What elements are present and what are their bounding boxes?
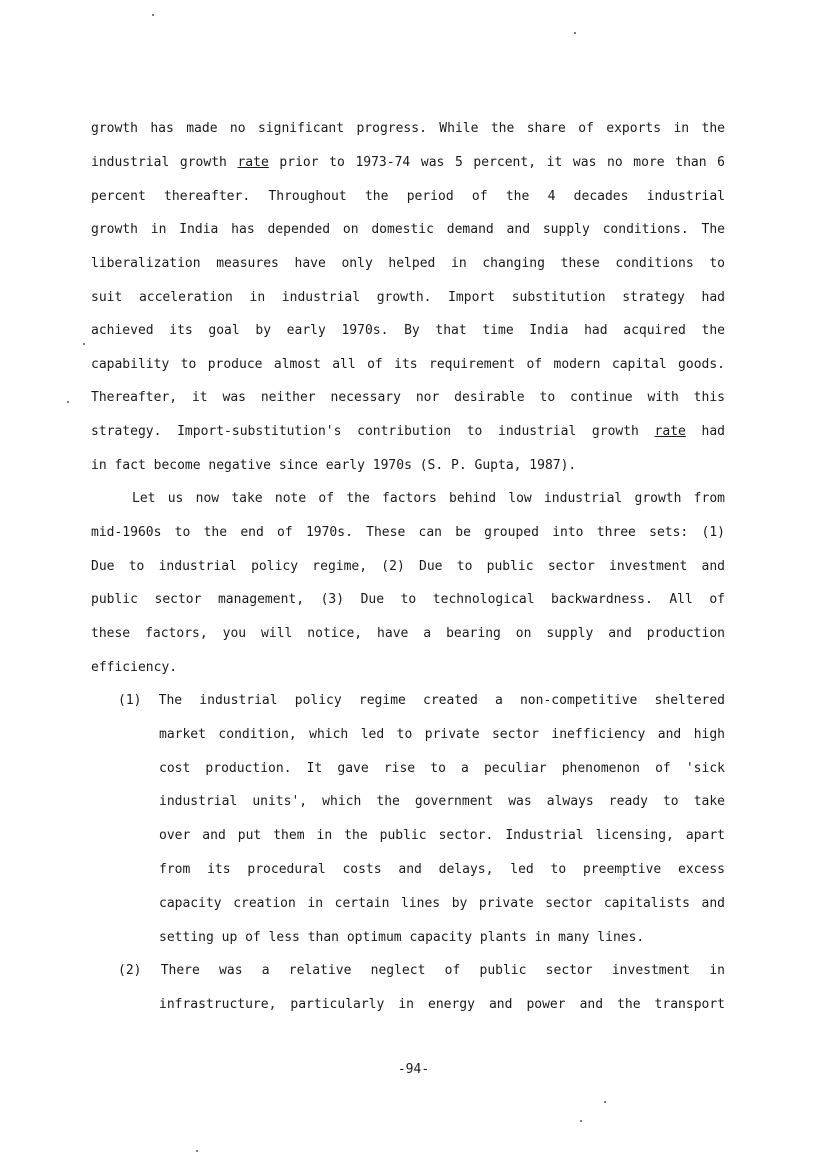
text-line: percent thereafter. Throughout the period of the 4 decades industrial (91, 189, 725, 204)
text-line: mid-1960s to the end of 1970s. These can be grouped into three sets: (1) (91, 525, 725, 540)
text-line: over and put them in the public sector. Industrial licensing, apart (159, 828, 725, 843)
text-line: suit acceleration in industrial growth. Import substitution strategy had (91, 290, 725, 305)
text-line: industrial growth rate prior to 1973-74 was 5 percent, it was no more than 6 (91, 155, 725, 170)
text-line: liberalization measures have only helped in changing these conditions to (91, 256, 725, 271)
text-line: (1) The industrial policy regime created a non-competitive sheltered (118, 693, 725, 708)
text-line: Thereafter, it was neither necessary nor desirable to continue with this (91, 390, 725, 405)
scan-speck (152, 14, 154, 16)
text-line: infrastructure, particularly in energy and power and the transport (159, 997, 725, 1012)
text-line: strategy. Import-substitution's contribution to industrial growth rate had (91, 424, 725, 439)
scan-speck (574, 32, 576, 34)
text-line: (2) There was a relative neglect of public sector investment in (118, 963, 725, 978)
text-line: in fact become negative since early 1970s (S. P. Gupta, 1987). (91, 458, 577, 473)
page-number: -94- (397, 1062, 430, 1077)
text-line: efficiency. (91, 660, 178, 675)
text-line: cost production. It gave rise to a peculiar phenomenon of 'sick (159, 761, 725, 776)
text-line: capacity creation in certain lines by private sector capitalists and (159, 896, 725, 911)
text-line: Due to industrial policy regime, (2) Due to public sector investment and (91, 559, 725, 574)
text-line: setting up of less than optimum capacity plants in many lines. (159, 930, 645, 945)
text-line: growth has made no significant progress. While the share of exports in the (91, 121, 725, 136)
text-line: capability to produce almost all of its requirement of modern capital goods. (91, 357, 725, 372)
text-line: achieved its goal by early 1970s. By that time India had acquired the (91, 323, 725, 338)
text-line: industrial units', which the government was always ready to take (159, 794, 725, 809)
scan-speck (83, 343, 85, 345)
scan-speck (67, 401, 69, 403)
scan-speck (196, 1150, 198, 1152)
text-line: market condition, which led to private sector inefficiency and high (159, 727, 725, 742)
text-line: growth in India has depended on domestic demand and supply conditions. The (91, 222, 725, 237)
text-line: from its procedural costs and delays, led to preemptive excess (159, 862, 725, 877)
text-line: public sector management, (3) Due to technological backwardness. All of (91, 592, 725, 607)
text-line: Let us now take note of the factors behind low industrial growth from (132, 491, 725, 506)
scan-speck (580, 1120, 582, 1122)
text-line: these factors, you will notice, have a bearing on supply and production (91, 626, 725, 641)
scan-speck (604, 1101, 606, 1103)
